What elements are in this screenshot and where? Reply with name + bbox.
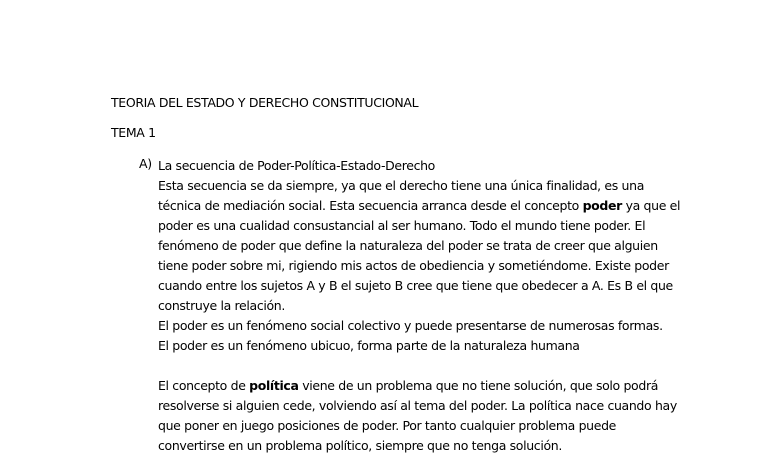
section-heading: TEMA 1 [111,125,156,140]
paragraph-line: construye la relación. [158,298,285,313]
paragraph-line [158,376,698,396]
paragraph-line: Esta secuencia se da siempre, ya que el derecho tiene una única finalidad, es una [158,178,645,193]
document-title: TEORIA DEL ESTADO Y DERECHO CONSTITUCIONAL [111,95,419,110]
paragraph-line: poder es una cualidad consustancial al ser humano. Todo el mundo tiene poder. El [158,218,646,233]
list-marker: A) [139,156,152,171]
bold-term-poder: poder [582,198,622,213]
paragraph-line: resolverse si alguien cede, volviendo así al tema del poder. La política nace cuando hay [158,398,677,413]
text-span: viene de un problema que no tiene solución, que solo podrá [298,378,659,393]
text-span: técnica de mediación social. Esta secuencia arranca desde el concepto [158,198,583,213]
text-span: El concepto de [158,378,250,393]
item-title: La secuencia de Poder-Política-Estado-Derecho [158,158,435,173]
paragraph-line: cuando entre los sujetos A y B el sujeto B cree que tiene que obedecer a A. Es B el que [158,278,673,293]
paragraph-gap [158,356,698,376]
paragraph-line: fenómeno de poder que define la naturaleza del poder se trata de creer que alguien [158,238,658,253]
paragraph-line [158,196,698,216]
paragraph-line: convertirse en un problema político, siempre que no tenga solución. [158,438,562,453]
paragraph-line: El poder es un fenómeno social colectivo y puede presentarse de numerosas formas. [158,318,663,333]
paragraph-line: El poder es un fenómeno ubicuo, forma parte de la naturaleza humana [158,338,580,353]
bold-term-politica: política [249,378,299,393]
paragraph-line: que poner en juego posiciones de poder. Por tanto cualquier problema puede [158,418,617,433]
list-item-body [158,156,698,456]
paragraph-line: tiene poder sobre mi, rigiendo mis actos de obediencia y sometiéndome. Existe poder [158,258,669,273]
text-span: ya que el [621,198,681,213]
